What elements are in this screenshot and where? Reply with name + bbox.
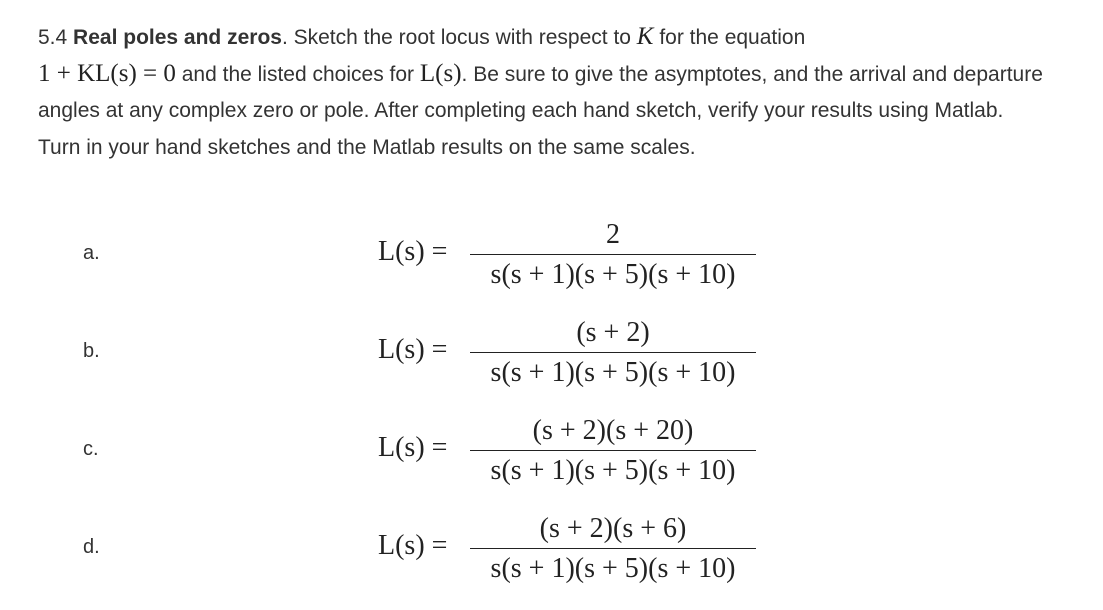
- fraction-bar: [470, 450, 756, 451]
- equation-lhs: L(s) =: [378, 530, 448, 561]
- variable-k: K: [636, 23, 654, 50]
- denominator: s(s + 1)(s + 5)(s + 10): [490, 357, 736, 388]
- fraction: [470, 218, 756, 292]
- transfer-function-symbol: L(s): [419, 60, 462, 88]
- equation-lhs: L(s) =: [378, 236, 448, 267]
- denominator: s(s + 1)(s + 5)(s + 10): [490, 259, 736, 290]
- problem-statement: [38, 19, 1048, 166]
- problem-title: Real poles and zeros: [73, 26, 282, 49]
- fraction-bar: [470, 548, 756, 549]
- fraction-bar: [470, 254, 756, 255]
- part-letter: b.: [83, 340, 100, 362]
- problem-text-3: and the listed choices for: [175, 63, 420, 87]
- denominator: s(s + 1)(s + 5)(s + 10): [490, 455, 736, 486]
- problem-text-1: . Sketch the root locus with respect to: [281, 26, 637, 49]
- equation-lhs: L(s) =: [378, 432, 448, 463]
- part-letter: d.: [83, 536, 100, 558]
- part-c: [0, 414, 1103, 494]
- problem-text-2: for the equation: [653, 26, 806, 49]
- characteristic-equation: 1 + KL(s) = 0: [38, 60, 176, 88]
- fraction: [470, 316, 756, 390]
- part-b: [0, 316, 1103, 396]
- problem-number: 5.4: [38, 26, 68, 49]
- fraction: [470, 414, 756, 488]
- numerator: (s + 2)(s + 6): [539, 513, 687, 544]
- equation-lhs: L(s) =: [378, 334, 448, 365]
- problem-text-4: . Be sure to give the asymptotes, and the arrival and departure angles at any complex zero or pole. After completing each hand sketch, verify your results using Matlab. Turn in your hand sketches and the Matlab results on the same scales.: [38, 63, 1043, 159]
- numerator: 2: [606, 219, 620, 250]
- part-d: [0, 512, 1103, 592]
- part-letter: a.: [83, 242, 100, 264]
- numerator: (s + 2): [576, 317, 650, 348]
- part-letter: c.: [83, 438, 99, 460]
- denominator: s(s + 1)(s + 5)(s + 10): [490, 553, 736, 584]
- part-a: [0, 218, 1103, 298]
- fraction-bar: [470, 352, 756, 353]
- fraction: [470, 512, 756, 586]
- numerator: (s + 2)(s + 20): [532, 415, 694, 446]
